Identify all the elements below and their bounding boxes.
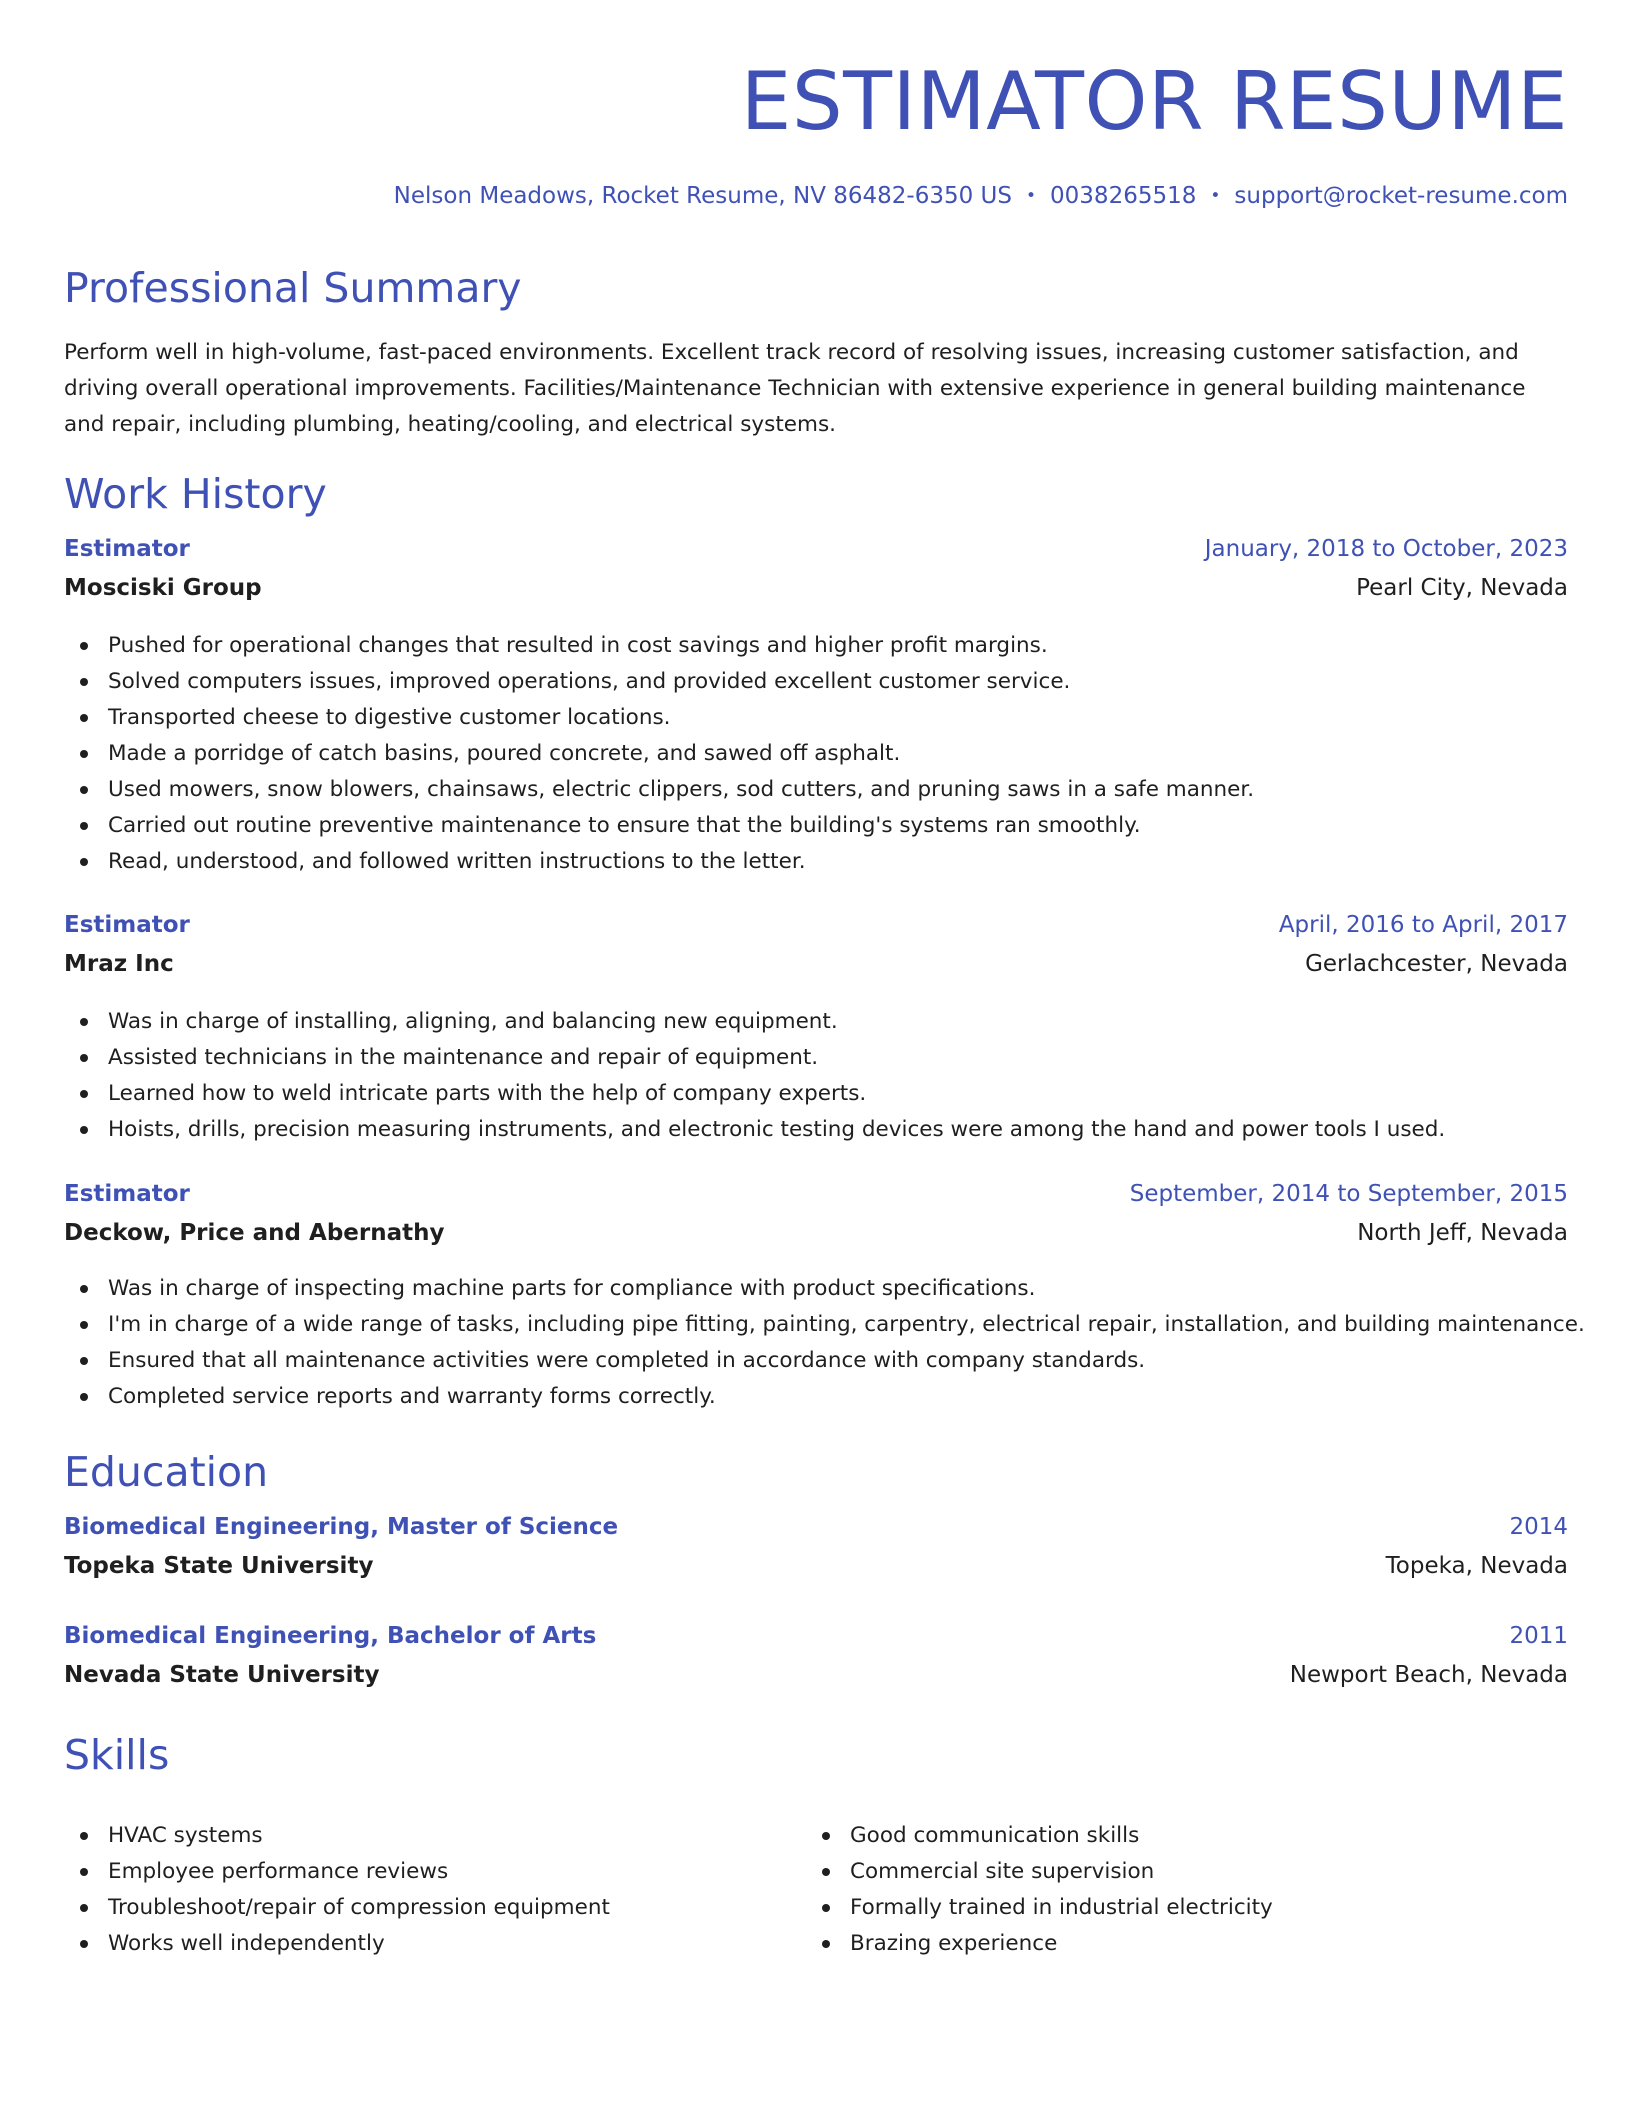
- job-entry: [64, 1181, 1585, 1415]
- list-item: Pushed for operational changes that resulted in cost savings and higher profit margins.: [64, 628, 1568, 664]
- job-dates: April, 2016 to April, 2017: [1278, 912, 1568, 938]
- contact-address: Nelson Meadows, Rocket Resume, NV 86482-6350 US: [393, 183, 1012, 209]
- education-location: Newport Beach, Nevada: [1289, 1662, 1568, 1688]
- list-item: Assisted technicians in the maintenance and repair of equipment.: [64, 1040, 1568, 1076]
- list-item: Completed service reports and warranty forms correctly.: [64, 1379, 1568, 1415]
- list-item: Commercial site supervision: [806, 1854, 1548, 1890]
- contact-separator: •: [1026, 186, 1037, 206]
- contact-email[interactable]: support@rocket-resume.com: [1234, 183, 1568, 209]
- job-company: Mosciski Group: [64, 575, 262, 601]
- summary-text: Perform well in high-volume, fast-paced environments. Excellent track record of resolving issues, increasing customer satisfaction, and driving overall operational improvements. Facilities/Maintenance Technician with extensive experience in general building maintenance and repair, including plumbing, heating/cooling, and electrical systems.: [64, 340, 1526, 437]
- education-year: 2014: [1509, 1514, 1568, 1540]
- job-bullets: [64, 1271, 1585, 1415]
- contact-phone: 0038265518: [1050, 183, 1197, 209]
- list-item: I'm in charge of a wide range of tasks, including pipe fitting, painting, carpentry, electrical repair, installation, and building maintenance.: [64, 1307, 1568, 1343]
- skills-heading: Skills: [64, 1731, 170, 1779]
- list-item: Brazing experience: [806, 1926, 1548, 1962]
- job-role: Estimator: [64, 1181, 190, 1207]
- list-item: Employee performance reviews: [64, 1854, 806, 1890]
- education-degree: Biomedical Engineering, Bachelor of Arts: [64, 1623, 597, 1649]
- job-role: Estimator: [64, 912, 190, 938]
- education-degree: Biomedical Engineering, Master of Science: [64, 1514, 619, 1540]
- list-item: Good communication skills: [806, 1818, 1548, 1854]
- list-item: HVAC systems: [64, 1818, 806, 1854]
- job-bullets: [64, 1004, 1568, 1148]
- education-entry: [64, 1623, 1568, 1701]
- contact-line: [394, 180, 1568, 212]
- education-heading: Education: [64, 1448, 269, 1496]
- job-entry: [64, 536, 1568, 880]
- list-item: Carried out routine preventive maintenance to ensure that the building's systems ran smoothly.: [64, 808, 1568, 844]
- skills-column-right: [806, 1818, 1548, 1962]
- list-item: Troubleshoot/repair of compression equipment: [64, 1890, 806, 1926]
- job-dates: September, 2014 to September, 2015: [1129, 1181, 1568, 1207]
- skills-list: [64, 1818, 1568, 1962]
- job-location: Gerlachcester, Nevada: [1305, 951, 1568, 977]
- education-location: Topeka, Nevada: [1385, 1553, 1568, 1579]
- list-item: Works well independently: [64, 1926, 806, 1962]
- job-role: Estimator: [64, 536, 190, 562]
- list-item: Read, understood, and followed written instructions to the letter.: [64, 844, 1568, 880]
- summary-heading: Professional Summary: [64, 264, 522, 312]
- list-item: Used mowers, snow blowers, chainsaws, electric clippers, sod cutters, and pruning saws in a safe manner.: [64, 772, 1568, 808]
- list-item: Formally trained in industrial electricity: [806, 1890, 1548, 1926]
- list-item: Was in charge of inspecting machine parts for compliance with product specifications.: [64, 1271, 1568, 1307]
- job-entry: [64, 912, 1568, 1148]
- list-item: Learned how to weld intricate parts with the help of company experts.: [64, 1076, 1568, 1112]
- list-item: Ensured that all maintenance activities were completed in accordance with company standards.: [64, 1343, 1568, 1379]
- list-item: Transported cheese to digestive customer locations.: [64, 700, 1568, 736]
- list-item: Solved computers issues, improved operations, and provided excellent customer service.: [64, 664, 1568, 700]
- resume-title: ESTIMATOR RESUME: [740, 55, 1568, 148]
- education-school: Topeka State University: [64, 1553, 374, 1579]
- education-year: 2011: [1509, 1623, 1568, 1649]
- contact-separator: •: [1210, 186, 1221, 206]
- job-dates: January, 2018 to October, 2023: [1204, 536, 1568, 562]
- list-item: Was in charge of installing, aligning, and balancing new equipment.: [64, 1004, 1568, 1040]
- education-entry: [64, 1514, 1568, 1592]
- education-school: Nevada State University: [64, 1662, 380, 1688]
- job-company: Deckow, Price and Abernathy: [64, 1220, 445, 1246]
- skills-column-left: [64, 1818, 806, 1962]
- job-location: Pearl City, Nevada: [1356, 575, 1568, 601]
- work-history-heading: Work History: [64, 470, 327, 518]
- list-item: Made a porridge of catch basins, poured concrete, and sawed off asphalt.: [64, 736, 1568, 772]
- list-item: Hoists, drills, precision measuring instruments, and electronic testing devices were among the hand and power tools I used.: [64, 1112, 1568, 1148]
- job-bullets: [64, 628, 1568, 880]
- job-location: North Jeff, Nevada: [1357, 1220, 1568, 1246]
- job-company: Mraz Inc: [64, 951, 174, 977]
